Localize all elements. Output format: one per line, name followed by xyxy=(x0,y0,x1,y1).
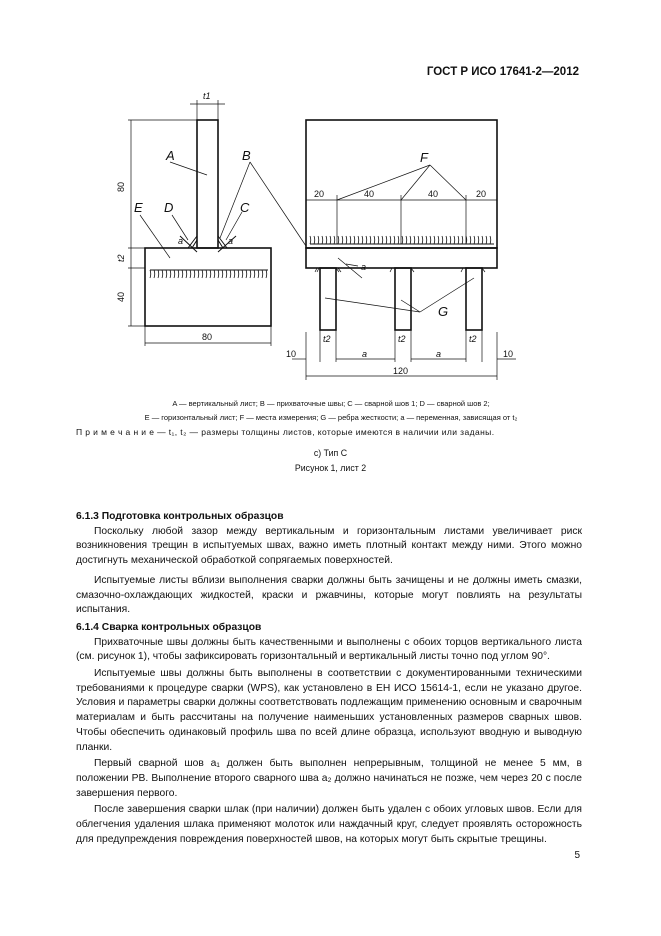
weld-diagram xyxy=(0,0,661,400)
weld-ripple xyxy=(346,236,347,244)
horizontal-plate-front xyxy=(306,248,497,268)
weld-ripple xyxy=(406,236,407,244)
weld-ripple xyxy=(190,270,191,278)
body-text xyxy=(76,510,582,849)
dim-a-2: a xyxy=(436,349,442,359)
weld-ripple xyxy=(242,270,243,278)
weld-ripple xyxy=(310,236,311,244)
heading-6-1-3: 6.1.3 Подготовка контрольных образцов xyxy=(76,511,284,522)
weld-ripple xyxy=(490,236,491,244)
weld-ripple xyxy=(322,236,323,244)
paragraph: Первый сварной шов a₁ должен быть выполнен непрерывным, толщиной не менее 5 мм, в положении PB. Выполнение второго сварного шва a₂ должно начинаться не позже, чем через 20 с после завершения первого. xyxy=(76,758,582,799)
dim-80-vertical: 80 xyxy=(116,181,126,192)
weld-ripple xyxy=(174,270,175,278)
weld-ripple xyxy=(390,236,391,244)
weld-ripple xyxy=(162,270,163,278)
vertical-plate-front xyxy=(306,120,497,248)
weld-ripple xyxy=(186,270,187,278)
label-d: D xyxy=(164,200,174,215)
paragraph: После завершения сварки шлак (при наличии) должен быть удален с обоих угловых швов. Если для облегчения удаления шлака применяют молоток или наждачный круг, следует проявлять осторожность для предупреждения повреждения поверхностей швов, на которых могут быть скрытые трещины. xyxy=(76,804,582,845)
weld-ripple xyxy=(206,270,207,278)
weld-ripple xyxy=(326,236,327,244)
label-e: E xyxy=(134,200,143,215)
weld-ripple xyxy=(410,236,411,244)
weld-ripple xyxy=(426,236,427,244)
weld-ripple xyxy=(214,270,215,278)
paragraph: Испытуемые швы должны быть выполнены в соответствии с документированными техническими требованиями к процедуре сварки (WPS), как установлено в ЕН ИСО 15614-1, если не указано другое. Условия и параметры сварки должны соответствовать подлежащим применению основным и сварочным материалам и быть рассчитаны на получение наименьших установленных размеров сварных швов. Чтобы обеспечить одинаковый профиль шва по всей длине образца, используют вводную и выводную планки. xyxy=(76,668,582,753)
weld-ripple xyxy=(382,236,383,244)
heading-6-1-4: 6.1.4 Сварка контрольных образцов xyxy=(76,621,262,633)
weld-ripple xyxy=(258,270,259,278)
dim-120: 120 xyxy=(393,366,409,376)
label-c: C xyxy=(240,200,250,215)
label-t2-left: t2 xyxy=(116,254,126,262)
label-g: G xyxy=(438,304,449,319)
weld-ripple xyxy=(486,236,487,244)
paragraph: Испытуемые листы вблизи выполнения сварки должны быть зачищены и не должны иметь смазки, смазочно-охлаждающих жидкостей, краски и ржавчины, которые могут повлиять на результаты испытания. xyxy=(76,574,582,616)
paragraph: Поскольку любой зазор между вертикальным и горизонтальным листами увеличивает риск возникновения трещин в испытуемых швах, важно иметь плотный контакт между ними. Этого можно достигнуть механической обработкой сопрягаемых поверхностей. xyxy=(76,525,582,567)
weld-ripple xyxy=(354,236,355,244)
weld-ripple xyxy=(198,270,199,278)
weld-ripple xyxy=(418,236,419,244)
dim-10-right: 10 xyxy=(503,349,514,359)
dim-40-left: 40 xyxy=(364,189,375,199)
weld-ripple xyxy=(226,270,227,278)
weld-ripple xyxy=(454,236,455,244)
legend-line-1: A — вертикальный лист; B — прихваточные швы; C — сварной шов 1; D — сварной шов 2; xyxy=(172,399,490,408)
weld-ripple xyxy=(238,270,239,278)
weld-ripple xyxy=(350,236,351,244)
weld-ripple xyxy=(342,236,343,244)
weld-ripple xyxy=(358,236,359,244)
figure-caption: Рисунок 1, лист 2 xyxy=(294,463,367,473)
weld-ripple xyxy=(366,236,367,244)
weld-ripple xyxy=(362,236,363,244)
label-a: A xyxy=(166,148,175,163)
weld-ripple xyxy=(330,236,331,244)
weld-ripple xyxy=(234,270,235,278)
weld-ripple xyxy=(318,236,319,244)
stiffener-2 xyxy=(395,268,411,330)
weld-ripple xyxy=(446,236,447,244)
label-t2-3: t2 xyxy=(469,334,477,344)
weld-ripple xyxy=(314,236,315,244)
weld-a-right: a xyxy=(228,236,234,246)
weld-ripple xyxy=(158,270,159,278)
weld-ripple xyxy=(210,270,211,278)
weld-ripple xyxy=(458,236,459,244)
weld-ripple xyxy=(166,270,167,278)
paragraph: Прихваточные швы должны быть качественными и выполнены с обоих торцов вертикального листа (см. рисунок 1), чтобы зафиксировать горизонтальный и вертикальный листы точно под углом 90°. xyxy=(76,636,582,663)
weld-a-right-view: a xyxy=(361,262,367,272)
dim-40-vertical: 40 xyxy=(116,291,126,302)
weld-a-left: a xyxy=(178,236,184,246)
weld-ripple xyxy=(398,236,399,244)
weld-ripple xyxy=(250,270,251,278)
dim-10-left: 10 xyxy=(286,349,297,359)
weld-ripple xyxy=(374,236,375,244)
stiffener-3 xyxy=(466,268,482,330)
dim-a-1: a xyxy=(362,349,368,359)
weld-ripple xyxy=(474,236,475,244)
figure-note: П р и м е ч а н и е — t₁, t₂ — размеры толщины листов, которые имеются в наличии или заданы. xyxy=(76,427,495,437)
weld-ripple xyxy=(430,236,431,244)
weld-ripple xyxy=(386,236,387,244)
weld-ripple xyxy=(334,236,335,244)
label-f: F xyxy=(420,150,428,165)
figure-type-c xyxy=(0,0,661,400)
weld-ripple xyxy=(154,270,155,278)
weld-ripple xyxy=(414,236,415,244)
weld-ripple xyxy=(218,270,219,278)
weld-ripple xyxy=(470,236,471,244)
label-t1: t1 xyxy=(203,91,211,101)
weld-ripple xyxy=(422,236,423,244)
weld-ripple xyxy=(202,270,203,278)
weld-ripple xyxy=(246,270,247,278)
figure-subcaption: c) Тип С xyxy=(313,448,348,458)
weld-ripple xyxy=(402,236,403,244)
horizontal-plate-e xyxy=(145,248,271,326)
label-t2-2: t2 xyxy=(398,334,406,344)
label-t2-1: t2 xyxy=(323,334,331,344)
weld-ripple xyxy=(262,270,263,278)
weld-ripple xyxy=(150,270,151,278)
weld-ripple xyxy=(338,236,339,244)
legend-line-2: E — горизонтальный лист; F — места измерения; G — ребра жесткости; a — переменная, зависящая от t₂ xyxy=(144,413,518,422)
weld-ripple xyxy=(438,236,439,244)
weld-ripple xyxy=(230,270,231,278)
weld-ripple xyxy=(478,236,479,244)
weld-ripple xyxy=(178,270,179,278)
dim-40-right: 40 xyxy=(428,189,439,199)
weld-ripple xyxy=(370,236,371,244)
weld-ripple xyxy=(394,236,395,244)
dim-20-left: 20 xyxy=(314,189,325,199)
dim-20-right: 20 xyxy=(476,189,487,199)
weld-ripple xyxy=(434,236,435,244)
weld-ripple xyxy=(462,236,463,244)
weld-ripple xyxy=(254,270,255,278)
dim-80-horizontal: 80 xyxy=(202,332,213,342)
weld-ripple xyxy=(266,270,267,278)
weld-ripple xyxy=(482,236,483,244)
vertical-plate-a xyxy=(197,120,218,248)
weld-ripple xyxy=(182,270,183,278)
weld-ripple xyxy=(442,236,443,244)
page-number: 5 xyxy=(574,850,580,861)
weld-ripple xyxy=(378,236,379,244)
weld-ripple xyxy=(194,270,195,278)
page-header: ГОСТ Р ИСО 17641-2—2012 xyxy=(426,66,579,78)
weld-ripple xyxy=(222,270,223,278)
weld-ripple xyxy=(170,270,171,278)
label-b: B xyxy=(242,148,251,163)
figure-legend xyxy=(76,397,586,425)
weld-ripple xyxy=(450,236,451,244)
